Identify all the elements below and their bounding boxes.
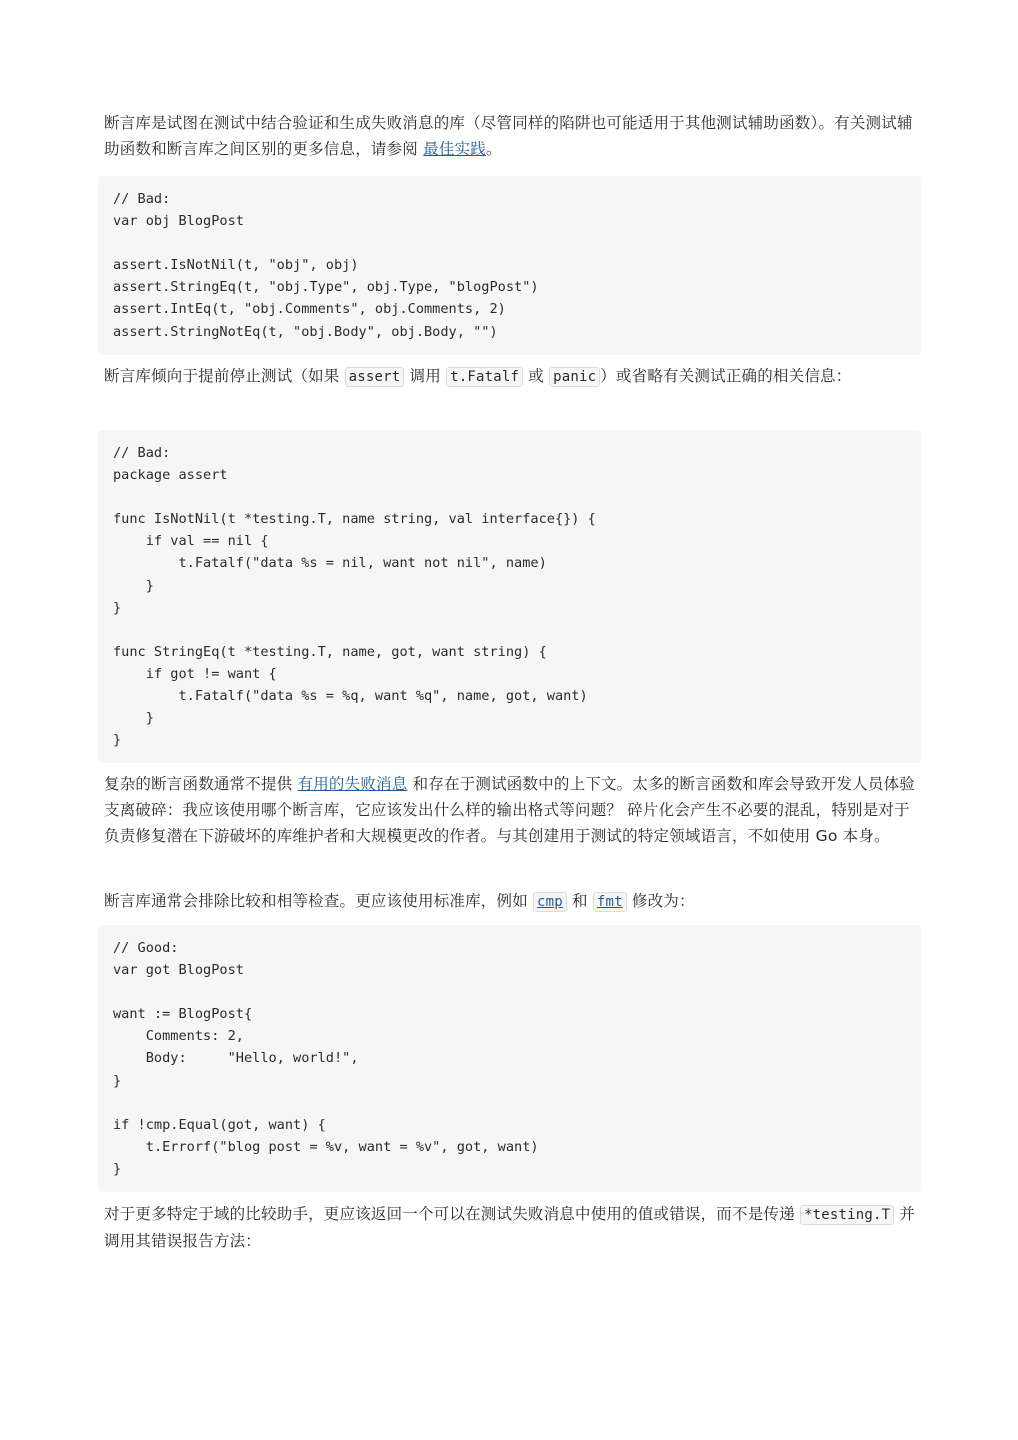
- paragraph-text: 对于更多特定于域的比较助手，更应该返回一个可以在测试失败消息中使用的值或错误，而不是传递: [104, 1205, 800, 1223]
- paragraph-text: 或: [523, 367, 550, 385]
- code-block-good-cmp: [98, 925, 921, 1192]
- paragraph-text: 断言库通常会排除比较和相等检查。更应该使用标准库，例如: [104, 892, 534, 910]
- paragraph-text: 修改为：: [626, 892, 695, 910]
- code-text: // Good: var got BlogPost want := BlogPost{ Comments: 2, Body: "Hello, world!", } if !cmp.Equal(got, want) { t.Errorf("blog post = %v, want = %v", got, want) }: [113, 940, 539, 1177]
- paragraph-text: 并调用其错误报告方法：: [104, 1205, 916, 1250]
- inline-code-fatalf: t.Fatalf: [446, 367, 523, 387]
- paragraph-use-standard-library: [104, 888, 916, 915]
- useful-failure-messages-link[interactable]: 有用的失败消息: [297, 775, 408, 793]
- best-practices-link[interactable]: 最佳实践: [423, 140, 486, 158]
- paragraph-text: 断言库倾向于提前停止测试（如果: [104, 367, 345, 385]
- inline-code-assert: assert: [345, 367, 405, 387]
- fmt-link[interactable]: fmt: [593, 892, 627, 912]
- code-block-bad-assert-package: [98, 430, 921, 763]
- cmp-link[interactable]: cmp: [533, 892, 567, 912]
- paragraph-text: 和存在于测试函数中的上下文。太多的断言函数和库会导致开发人员体验支离破碎：我应该使用哪个断言库，它应该发出什么样的输出格式等问题？ 碎片化会产生不必要的混乱，特别是对于负责修复潜在下游破坏的库维护者和大规模更改的作者。与其创建用于测试的特定领域语言，不如使用 Go 本身。: [104, 775, 915, 845]
- paragraph-stop-early: [104, 363, 916, 390]
- paragraph-domain-helpers: [104, 1201, 916, 1254]
- paragraph-text: 调用: [404, 367, 447, 385]
- code-text: // Bad: package assert func IsNotNil(t *testing.T, name string, val interface{}) { if val == nil { t.Fatalf("data %s = nil, want not nil", name) } } func StringEq(t *testing.T, name, got, want string) { if got != want { t.Fatalf("data %s = %q, want %q", name, got, want) } }: [113, 445, 596, 749]
- paragraph-complex-assertions: [104, 771, 916, 849]
- paragraph-text: 断言库是试图在测试中结合验证和生成失败消息的库（尽管同样的陷阱也可能适用于其他测试辅助函数）。有关测试辅助函数和断言库之间区别的更多信息，请参阅: [104, 114, 913, 158]
- inline-code-panic: panic: [549, 367, 600, 387]
- paragraph-text: ）或省略有关测试正确的相关信息：: [600, 367, 852, 385]
- paragraph-assertion-libraries: [104, 110, 916, 162]
- code-block-bad-assert-usage: [98, 176, 921, 355]
- code-text: // Bad: var obj BlogPost assert.IsNotNil(t, "obj", obj) assert.StringEq(t, "obj.Type", obj.Type, "blogPost") assert.IntEq(t, "obj.Comments", obj.Comments, 2) assert.StringNotEq(t, "obj.Body", obj.Body, ""): [113, 191, 539, 340]
- inline-code-testing-t: *testing.T: [800, 1205, 894, 1225]
- paragraph-text: 和: [566, 892, 593, 910]
- paragraph-text: 。: [485, 140, 502, 158]
- paragraph-text: 复杂的断言函数通常不提供: [104, 775, 298, 793]
